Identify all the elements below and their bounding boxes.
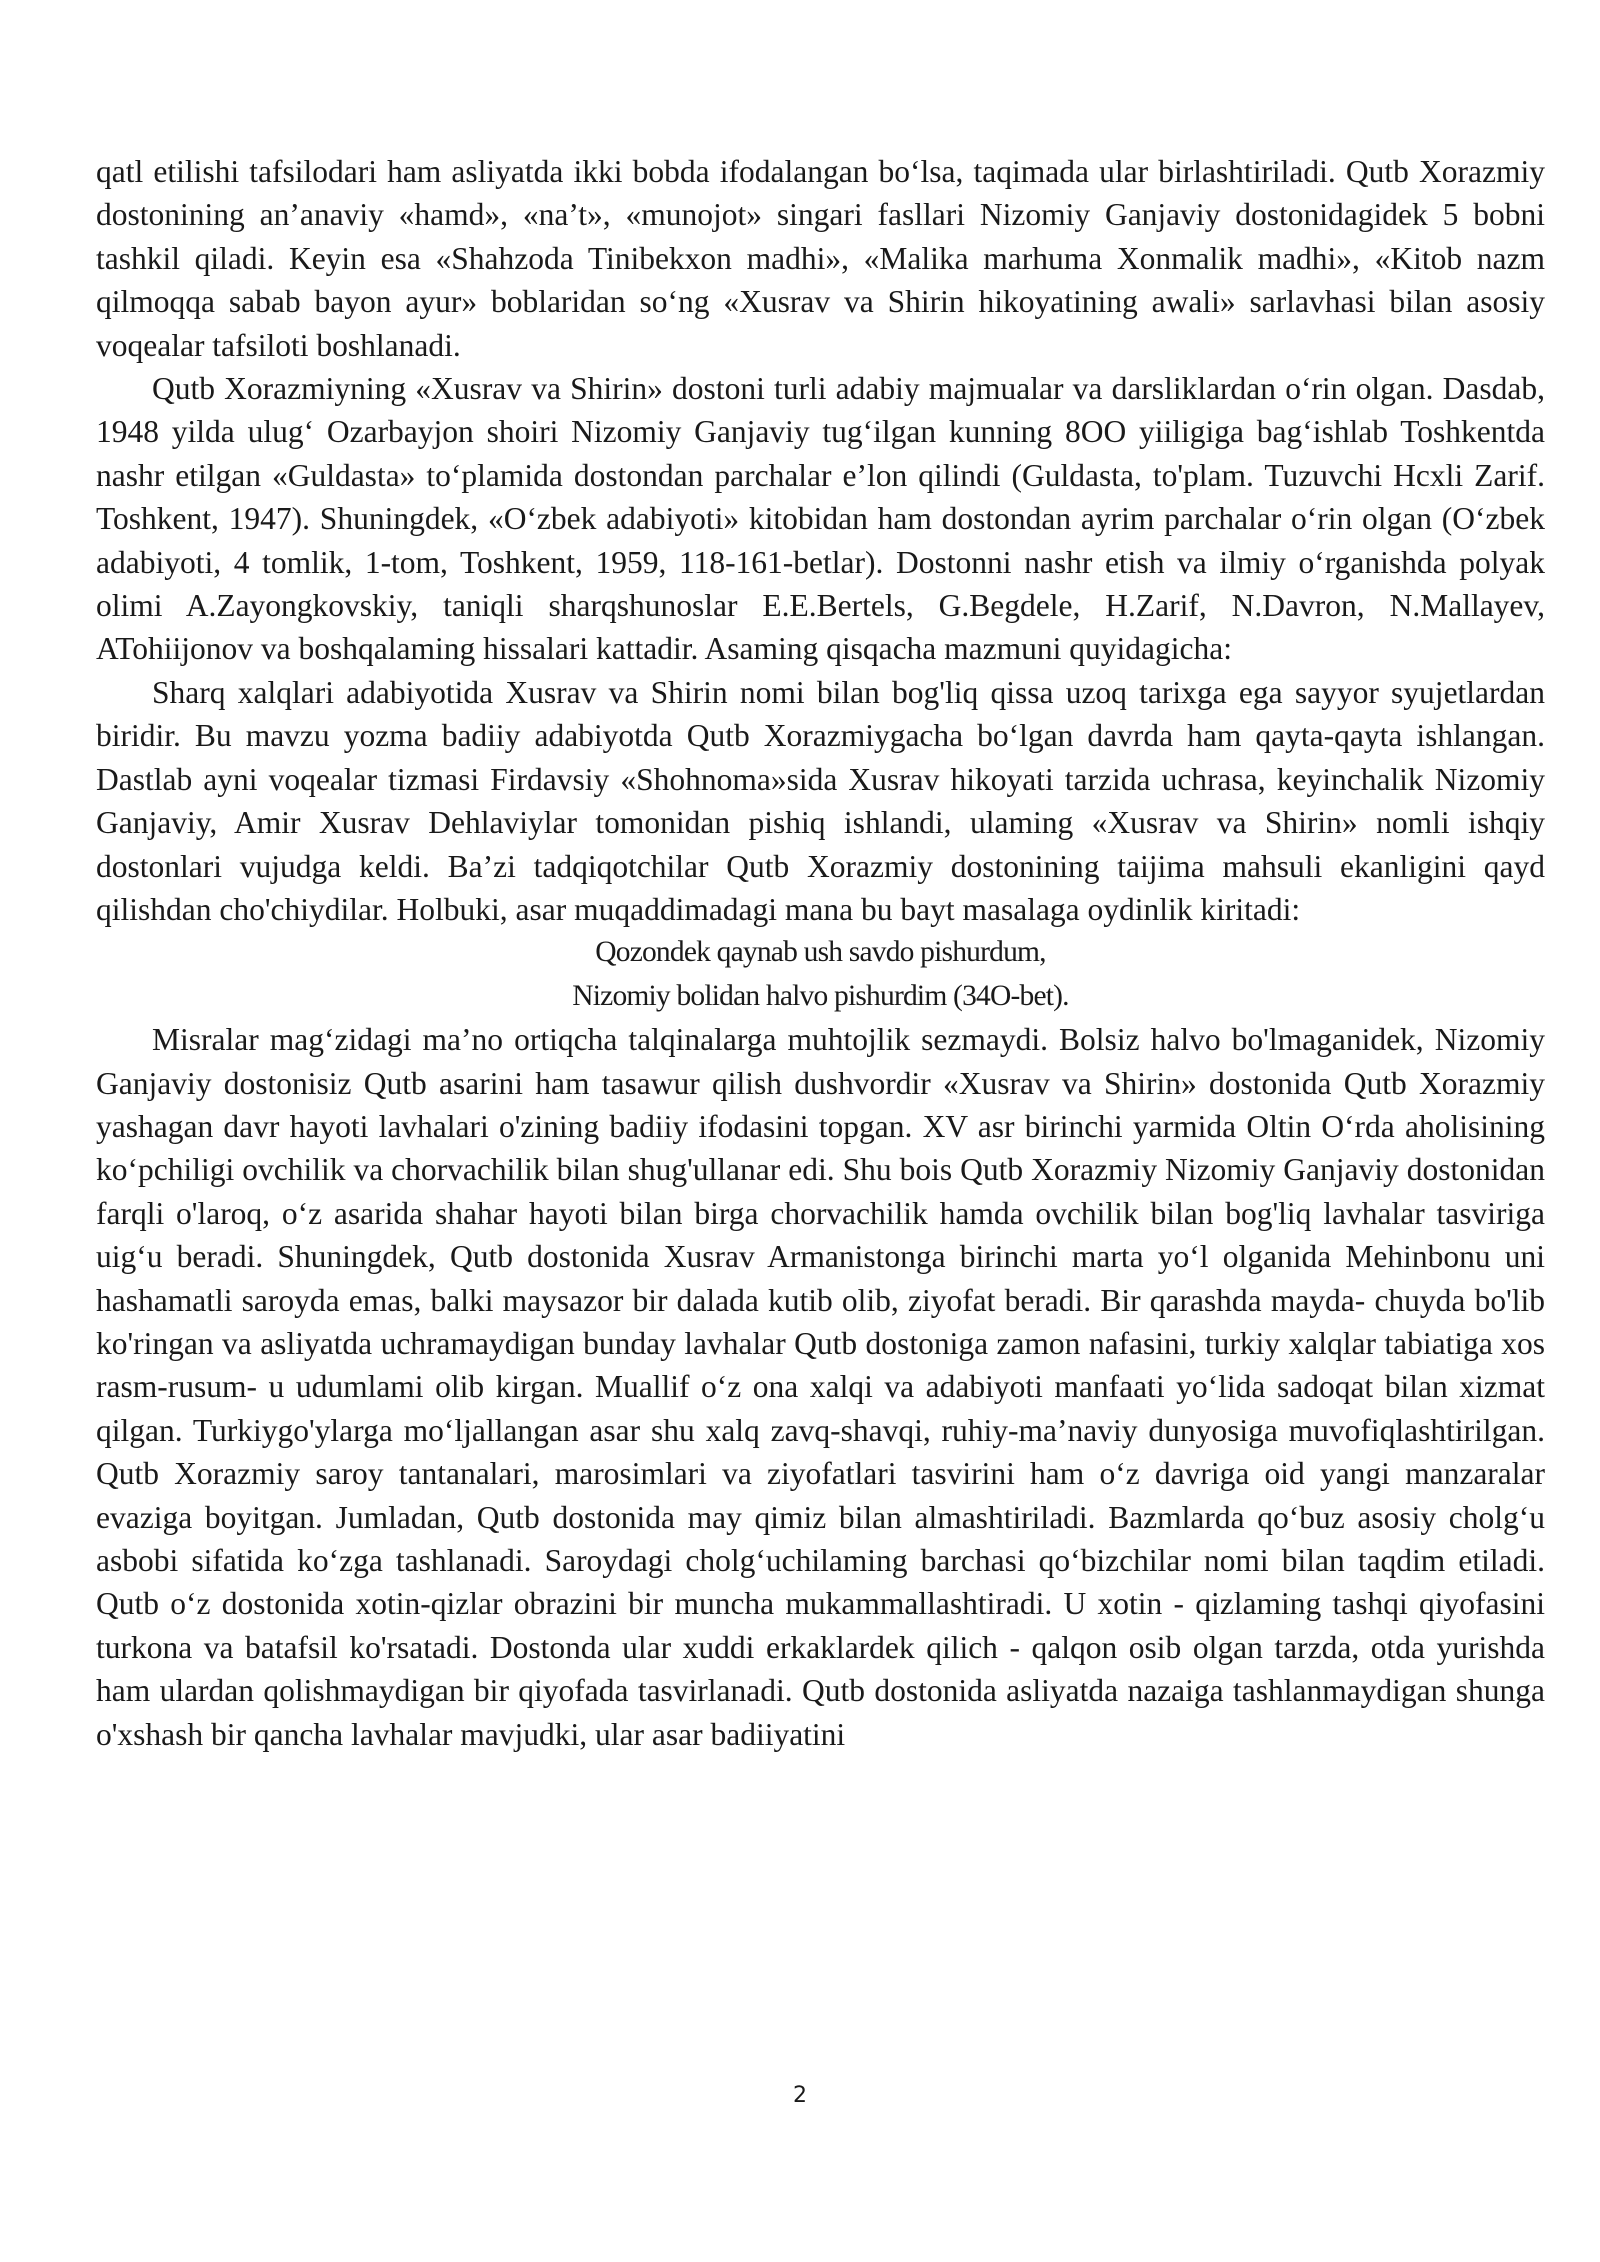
verse-line-2: Nizomiy bolidan halvo pishurdim (34O-bet). bbox=[572, 979, 1069, 1012]
verse-quote bbox=[96, 931, 1545, 1018]
page-number: 2 bbox=[793, 2083, 807, 2108]
paragraph-publication-history: Qutb Xorazmiyning «Xusrav va Shirin» dostoni turli adabiy majmualar va darsliklardan o‘rin olgan. Dasdab, 1948 yilda ulug‘ Ozarbayjon shoiri Nizomiy Ganjaviy tug‘ilgan kunning 8OO yiiligiga bag‘ishlab Toshkentda nashr etilgan «Guldasta» to‘plamida dostondan parchalar e’lon qilindi (Guldasta, to'plam. Tuzuvchi Hcxli Zarif. Toshkent, 1947). Shuningdek, «O‘zbek adabiyoti» kitobidan ham dostondan ayrim parchalar o‘rin olgan (O‘zbek adabiyoti, 4 tomlik, 1-tom, Toshkent, 1959, 118-161-betlar). Dostonni nashr etish va ilmiy o‘rganishda polyak olimi A.Zayongkovskiy, taniqli sharqshunoslar E.E.Bertels, G.Begdele, H.Zarif, N.Davron, N.Mallayev, ATohiijonov va boshqalaming hissalari kattadir. Asaming qisqacha mazmuni quyidagicha: bbox=[96, 371, 1545, 667]
paragraph-plot-tradition: Sharq xalqlari adabiyotida Xusrav va Shirin nomi bilan bog'liq qissa uzoq tarixga ega sayyor syujetlardan biridir. Bu mavzu yozma badiiy adabiyotda Qutb Xorazmiygacha bo‘lgan davrda ham qayta-qayta ishlangan. Dastlab ayni voqealar tizmasi Firdavsiy «Shohnoma»sida Xusrav hikoyati tarzida uchrasa, keyinchalik Nizomiy Ganjaviy, Amir Xusrav Dehlaviylar tomonidan pishiq ishlandi, ulaming «Xusrav va Shirin» nomli ishqiy dostonlari vujudga keldi. Ba’zi tadqiqotchilar Qutb Xorazmiy dostonining taijima mahsuli ekanligini qayd qilishdan cho'chiydilar. Holbuki, asar muqaddimadagi mana bu bayt masalaga oydinlik kiritadi: bbox=[96, 674, 1545, 927]
paragraph-continuation: qatl etilishi tafsilodari ham asliyatda ikki bobda ifodalangan bo‘lsa, taqimada ular birlashtiriladi. Qutb Xorazmiy dostonining an’anaviy «hamd», «na’t», «munojot» singari fasllari Nizomiy Ganjaviy dostonidagidek 5 bobni tashkil qiladi. Keyin esa «Shahzoda Tinibekxon madhi», «Malika marhuma Xonmalik madhi», «Kitob nazm qilmoqqa sabab bayon ayur» boblaridan so‘ng «Xusrav va Shirin hikoyatining awali» sarlavhasi bilan asosiy voqealar tafsiloti boshlanadi. bbox=[96, 154, 1545, 363]
document-page bbox=[96, 150, 1545, 1756]
verse-line-1: Qozondek qaynab ush savdo pishurdum, bbox=[595, 936, 1046, 969]
paragraph-analysis: Misralar mag‘zidagi ma’no ortiqcha talqinalarga muhtojlik sezmaydi. Bolsiz halvo bo'lmaganidek, Nizomiy Ganjaviy dostonisiz Qutb asarini ham tasawur qilish dushvordir «Xusrav va Shirin» dostonida Qutb Xorazmiy yashagan davr hayoti lavhalari o'zining badiiy ifodasini topgan. XV asr birinchi yarmida Oltin O‘rda aholisining ko‘pchiligi ovchilik va chorvachilik bilan shug'ullanar edi. Shu bois Qutb Xorazmiy Nizomiy Ganjaviy dostonidan farqli o'laroq, o‘z asarida shahar hayoti bilan birga chorvachilik hamda ovchilik bilan bog'liq lavhalar tasviriga uig‘u beradi. Shuningdek, Qutb dostonida Xusrav Armanistonga birinchi marta yo‘l olganida Mehinbonu uni hashamatli saroyda emas, balki maysazor bir dalada kutib olib, ziyofat beradi. Bir qarashda mayda- chuyda bo'lib ko'ringan va asliyatda uchramaydigan bunday lavhalar Qutb dostoniga zamon nafasini, turkiy xalqlar tabiatiga xos rasm-rusum- u udumlami olib kirgan. Muallif o‘z ona xalqi va adabiyoti manfaati yo‘lida sadoqat bilan xizmat qilgan. Turkiygo'ylarga mo‘ljallangan asar shu xalq zavq-shavqi, ruhiy-ma’naviy dunyosiga muvofiqlashtirilgan. Qutb Xorazmiy saroy tantanalari, marosimlari va ziyofatlari tasvirini ham o‘z davriga oid yangi manzaralar evaziga boyitgan. Jumladan, Qutb dostonida may qimiz bilan almashtiriladi. Bazmlarda qo‘buz asosiy cholg‘u asbobi sifatida ko‘zga tashlanadi. Saroydagi cholg‘uchilaming barchasi qo‘bizchilar nomi bilan taqdim etiladi. Qutb o‘z dostonida xotin-qizlar obrazini bir muncha mukammallashtiradi. U xotin - qizlaming tashqi qiyofasini turkona va batafsil ko'rsatadi. Dostonda ular xuddi erkaklardek qilich - qalqon osib olgan tarzda, otda yurishda ham ulardan qolishmaydigan bir qiyofada tasvirlanadi. Qutb dostonida asliyatda nazaiga tashlanmaydigan shunga o'xshash bir qancha lavhalar mavjudki, ular asar badiiyatini bbox=[96, 1022, 1545, 1752]
